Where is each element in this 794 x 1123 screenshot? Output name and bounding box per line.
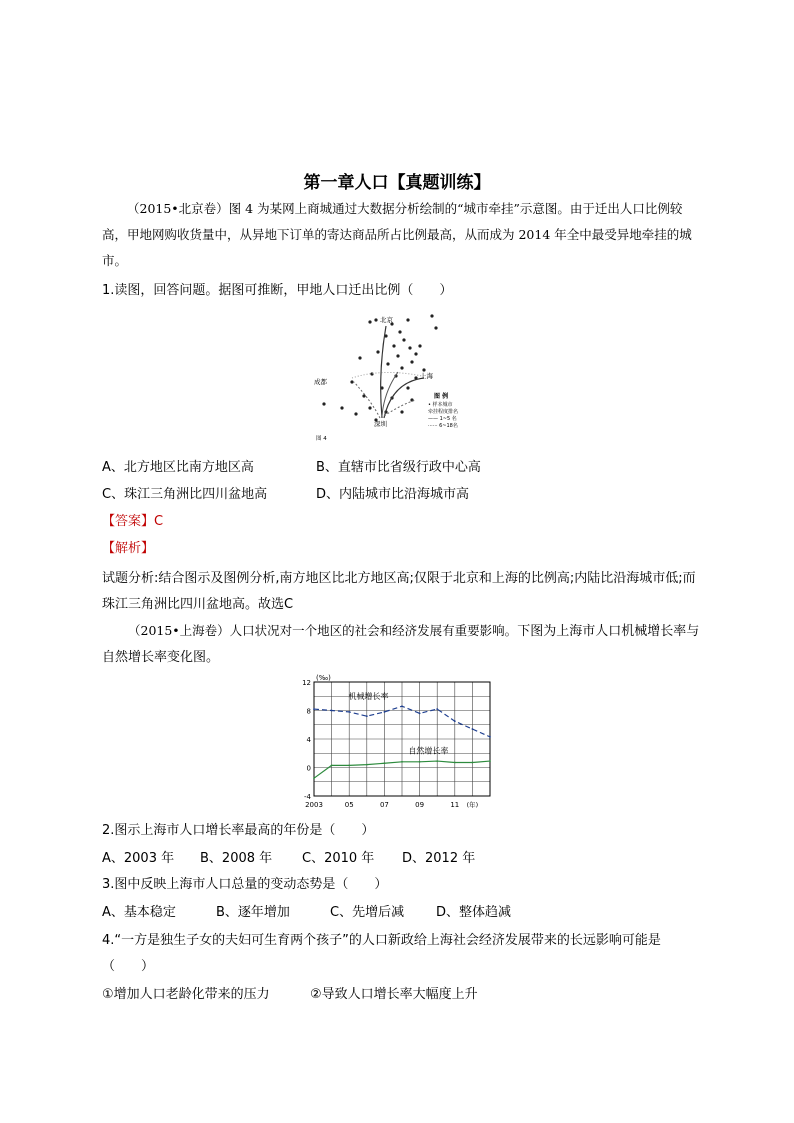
map-legend-title: 图 例 — [434, 393, 449, 400]
series-1-point — [384, 711, 386, 713]
series-1-point — [366, 715, 368, 717]
map-legend-rank: 牵挂程度排名 — [428, 409, 459, 415]
map-dots — [322, 314, 437, 421]
series-2-point — [472, 762, 474, 764]
map-attachment-lines — [352, 326, 424, 418]
q3-option-a: A、基本稳定 — [102, 905, 176, 920]
y-tick-label: 8 — [306, 707, 311, 716]
series-1-point — [313, 708, 315, 710]
y-tick-label: 0 — [306, 764, 311, 773]
intro-2-figure-note: 下图为上海市人口机械增长率与自然增长率变化图。 — [102, 624, 700, 665]
question-3: 3.图中反映上海市人口总量的变动态势是（ ） — [102, 877, 388, 892]
series-1-point — [454, 720, 456, 722]
series-1-point — [419, 712, 421, 714]
label-beijing: 北京 — [380, 316, 393, 324]
series-2-point — [454, 762, 456, 764]
series-1-point — [348, 711, 350, 713]
q3-option-c: C、先增后减 — [330, 905, 405, 920]
answer-label: 【答案】C — [102, 514, 164, 529]
q2-option-c: C、2010 年 — [302, 851, 375, 866]
series-1-point — [401, 705, 403, 707]
question-4: 4.“一方是独生子女的夫妇可生育两个孩子”的人口新政给上海社会经济发展带来的长远影响可能是（ ） — [102, 933, 661, 974]
map-legend-l1: —— 1~5 名 — [428, 416, 457, 422]
label-chengdu: 成都 — [314, 378, 327, 386]
intro-paragraph-1: （2015•北京卷）图 4 为某网上商城通过大数据分析绘制的“城市牵挂”示意图。由于迁出人口比例较高，甲地网购收货量中，从异地下订单的寄达商品所占比例最高，从而成为 2014 年全中最受异地牵挂的城市。 — [102, 201, 692, 268]
series-label-1: 机械增长率 — [348, 692, 389, 702]
map-caption: 图 4 — [316, 436, 327, 442]
series-2-point — [436, 760, 438, 762]
q4-item-1: ①增加人口老龄化带来的压力 — [102, 987, 270, 1002]
series-1-point — [472, 728, 474, 730]
x-tick-label: 2003 — [305, 801, 323, 809]
x-tick-label: 05 — [344, 801, 354, 809]
intro-paragraph-2 — [102, 618, 702, 671]
series-2-point — [419, 761, 421, 763]
q2-option-d: D、2012 年 — [402, 851, 476, 866]
map-legend-l2: ······ 6~18名 — [428, 423, 458, 429]
y-tick-label: -4 — [304, 793, 311, 801]
q1-option-d: D、内陆城市比沿海城市高 — [316, 487, 470, 502]
series-1-point — [331, 710, 333, 712]
q4-item-2: ②导致人口增长率大幅度上升 — [310, 987, 478, 1002]
q2-option-a: A、2003 年 — [102, 851, 175, 866]
x-tick-label: 11 — [450, 801, 460, 809]
label-shanghai: 上海 — [420, 372, 433, 380]
x-tick-label: 09 — [415, 801, 425, 809]
series-2-point — [313, 777, 315, 779]
q1-option-c: C、珠江三角洲比四川盆地高 — [102, 487, 268, 502]
series-2-point — [489, 760, 491, 762]
shanghai-growth-chart — [296, 672, 496, 812]
intro-2-source: （2015•上海卷）人口状况对一个地区的社会和经济发展有重要影响。 — [128, 623, 518, 638]
series-1-point — [436, 708, 438, 710]
series-2-point — [331, 764, 333, 766]
q3-option-b: B、逐年增加 — [216, 905, 290, 920]
label-shenzhen: 深圳 — [374, 420, 387, 428]
analysis-text: 试题分析:结合图示及图例分析,南方地区比北方地区高;仅限于北京和上海的比例高;内陆比沿海城市低;而珠江三角洲比四川盆地高。故选C — [102, 571, 696, 612]
x-axis-unit: (年) — [466, 801, 479, 809]
series-1-point — [489, 736, 491, 738]
question-2: 2.图示上海市人口增长率最高的年份是（ ） — [102, 823, 375, 838]
series-2-point — [401, 761, 403, 763]
series-2-point — [384, 762, 386, 764]
y-tick-label: 12 — [302, 679, 311, 687]
analysis-label: 【解析】 — [102, 541, 155, 556]
q3-option-d: D、整体趋减 — [436, 905, 512, 920]
q1-option-a: A、北方地区比南方地区高 — [102, 460, 254, 475]
series-label-2: 自然增长率 — [408, 746, 449, 756]
y-tick-label: 4 — [306, 736, 311, 744]
x-tick-label: 07 — [379, 801, 389, 809]
city-attachment-map — [312, 312, 488, 444]
question-1: 1.读图，回答问题。据图可推断，甲地人口迁出比例（ ） — [102, 283, 453, 298]
q1-option-b: B、直辖市比省级行政中心高 — [316, 460, 481, 475]
y-axis-unit: (‰) — [316, 674, 331, 682]
series-2-point — [366, 764, 368, 766]
map-legend-sample: • 样本城市 — [428, 402, 453, 408]
page-title: 第一章人口【真题训练】 — [303, 173, 491, 193]
q2-option-b: B、2008 年 — [200, 851, 273, 866]
series-2-point — [348, 764, 350, 766]
